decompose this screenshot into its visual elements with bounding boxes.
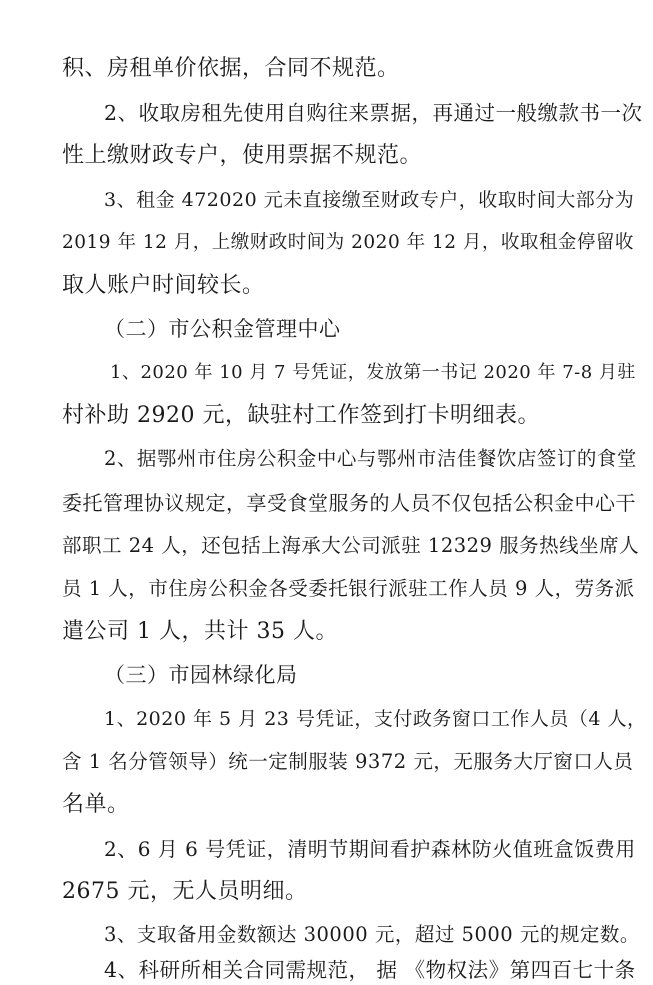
section-2-item-2-line-5: 遣公司 1 人，共计 35 人。 [62,619,338,644]
section-2-item-2-line-2: 委托管理协议规定，享受食堂服务的人员不仅包括公积金中心干 [62,491,636,515]
section-2-item-2-line-3: 部职工 24 人，还包括上海承大公司派驻 12329 服务热线坐席人 [62,534,640,557]
item-2-line-2: 性上缴财政专户，使用票据不规范。 [62,143,423,168]
section-3-item-3-line-1: 3、支取备用金数额达 30000 元，超过 5000 元的规定数。 [104,923,640,946]
section-3-item-2-line-1: 2、6 月 6 号凭证，清明节期间看护森林防火值班盒饭费用 [104,837,636,861]
item-2-line-1: 2、收取房租先使用自购往来票据，再通过一般缴款书一次 [104,101,643,125]
item-3-line-1: 3、租金 472020 元未直接缴至财政专户，收取时间大部分为 [104,189,635,211]
text-line-continuation: 积、房租单价依据，合同不规范。 [62,56,400,81]
item-3-line-2: 2019 年 12 月，上缴财政时间为 2020 年 12 月，收取租金停留收 [62,232,634,253]
section-2-item-1-line-1: 1、2020 年 10 月 7 号凭证，发放第一书记 2020 年 7-8 月驻 [110,362,636,383]
section-3-item-4-line-1: 4、科研所相关合同需规范， 据 《物权法》第四百七十条 [104,958,636,982]
item-3-line-3: 取人账户时间较长。 [62,273,265,298]
section-2-item-1-line-2: 村补助 2920 元，缺驻村工作签到打卡明细表。 [62,403,540,428]
section-3-item-1-line-2: 含 1 名分管领导）统一定制服装 9372 元，无服务大厅窗口人员 [62,750,634,773]
section-2-item-2-line-4: 员 1 人，市住房公积金各受委托银行派驻工作人员 9 人，劳务派 [62,577,635,600]
section-2-item-2-line-1: 2、据鄂州市住房公积金中心与鄂州市洁佳餐饮店签订的食堂 [104,447,637,470]
section-heading-2: （二）市公积金管理中心 [104,317,341,341]
section-heading-3: （三）市园林绿化局 [104,663,298,687]
section-3-item-1-line-1: 1、2020 年 5 月 23 号凭证，支付政务窗口工作人员（4 人， [104,708,647,730]
section-3-item-1-line-3: 名单。 [62,792,130,817]
section-3-item-2-line-2: 2675 元，无人员明细。 [62,879,308,904]
